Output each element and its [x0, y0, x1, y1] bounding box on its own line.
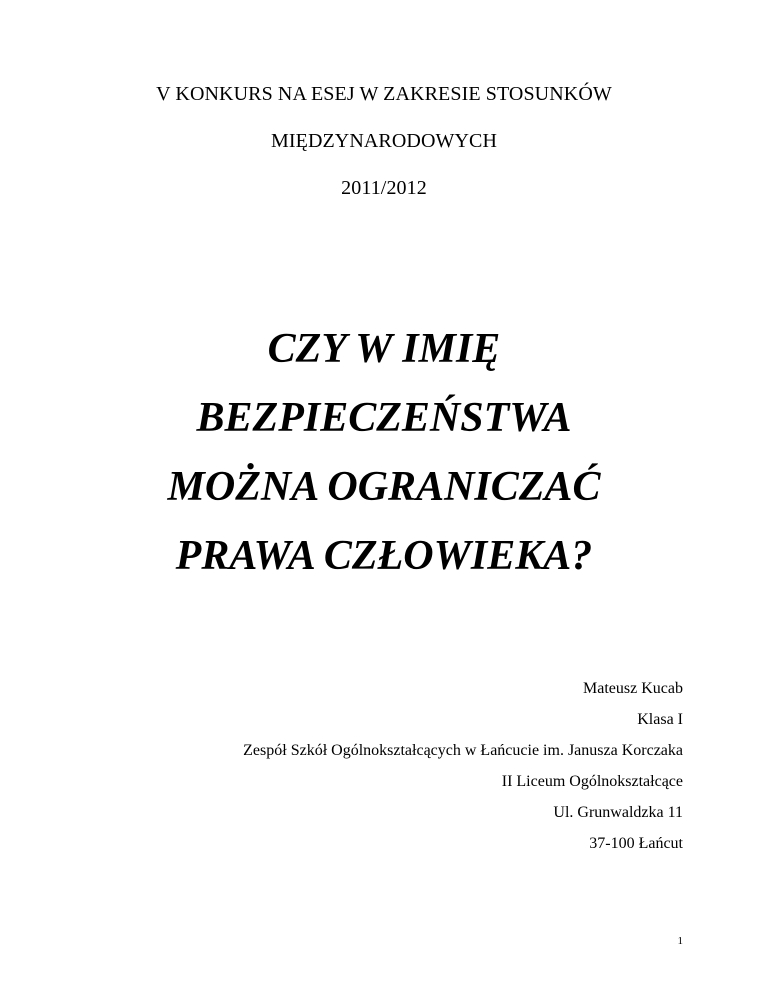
school-street: Ul. Grunwaldzka 11	[553, 804, 683, 821]
competition-title-line-1: V KONKURS NA ESEJ W ZAKRESIE STOSUNKÓW	[156, 83, 612, 105]
school-name: Zespół Szkół Ogólnokształcących w Łańcucie im. Janusza Korczaka	[243, 742, 683, 759]
competition-year: 2011/2012	[341, 177, 427, 199]
author-name: Mateusz Kucab	[583, 680, 683, 697]
page-number: 1	[677, 935, 683, 947]
lyceum-name: II Liceum Ogólnokształcące	[501, 773, 683, 790]
competition-title-line-2: MIĘDZYNARODOWYCH	[270, 130, 498, 152]
author-class: Klasa I	[637, 711, 683, 728]
essay-title-line-4: PRAWA CZŁOWIEKA?	[175, 533, 593, 579]
essay-title	[0, 326, 768, 579]
essay-title-line-2: BEZPIECZEŃSTWA	[196, 395, 572, 441]
competition-header	[0, 84, 768, 198]
school-postal-city: 37-100 Łańcut	[589, 835, 683, 852]
essay-title-line-3: MOŻNA OGRANICZAĆ	[167, 464, 601, 510]
author-info	[243, 680, 683, 853]
essay-title-line-1: CZY W IMIĘ	[267, 326, 501, 372]
